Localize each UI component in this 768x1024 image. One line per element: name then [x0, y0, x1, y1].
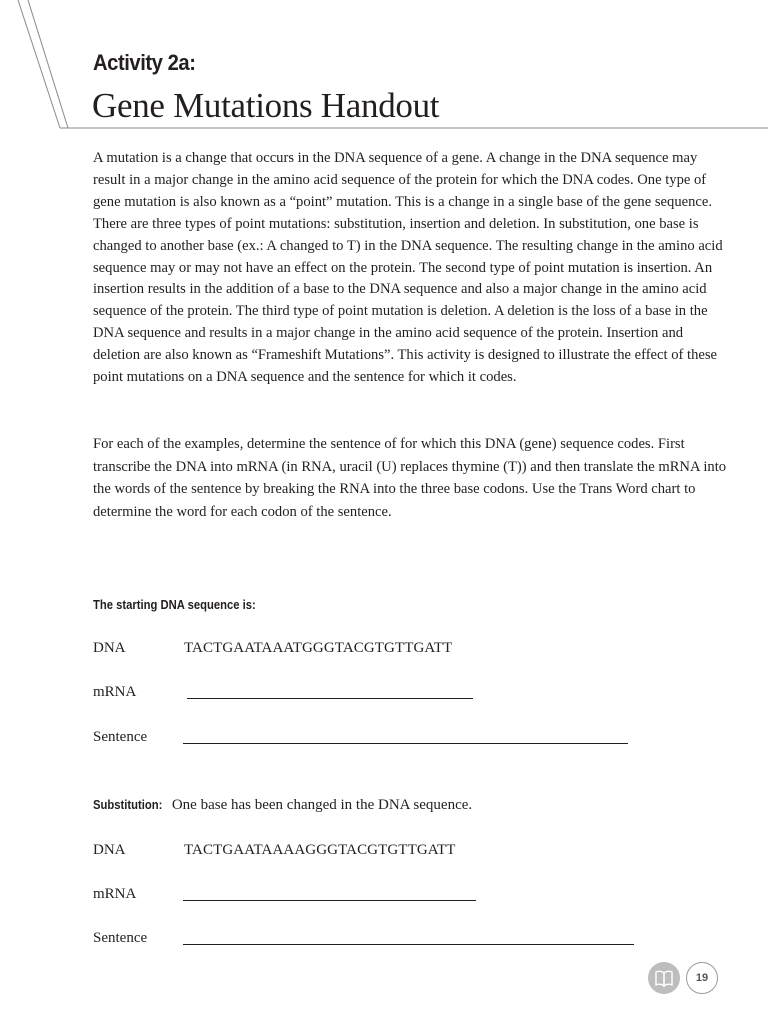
dna-sequence: TACTGAATAAATGGGTACGTGTTGATT — [184, 640, 453, 656]
mrna-label: mRNA — [93, 684, 137, 700]
starting-mrna-answer-line[interactable] — [187, 698, 473, 699]
intro-paragraph: A mutation is a change that occurs in the DNA sequence of a gene. A change in the DNA sequence may result in a major change in the amino acid sequence of the protein for which the DNA codes. One type of gene mutation is also known as a “point” mutation. This is a change in a single base of the gene sequence. There are three types of point mutations: substitution, insertion and deletion. In substitution, one base is changed to another base (ex.: A changed to T) in the DNA sequence. The resulting change in the amino acid sequence may or may not have an effect on the protein. The second type of point mutation is insertion. An insertion results in the addition of a base to the DNA sequence and also a major change in the amino acid sequence of the protein. The third type of point mutation is deletion. A deletion is the loss of a base in the DNA sequence and results in a major change in the amino acid sequence of the protein. Insertion and deletion are also known as “Frameshift Mutations”. This activity is designed to illustrate the effect of these point mutations on a DNA sequence and the sentence for which it codes. — [93, 150, 723, 386]
dna-label: DNA — [93, 640, 126, 656]
dna-sequence: TACTGAATAAAAGGGTACGTGTTGATT — [184, 842, 456, 858]
page-title: Gene Mutations Handout — [92, 86, 440, 125]
page-number: 19 — [686, 962, 718, 994]
book-icon — [648, 962, 680, 994]
substitution-mrna-answer-line[interactable] — [183, 900, 476, 901]
starting-sequence-heading: The starting DNA sequence is: — [93, 598, 256, 612]
substitution-heading: Substitution: — [93, 798, 163, 812]
substitution-heading-line — [93, 797, 472, 814]
dna-label: DNA — [93, 842, 126, 858]
mrna-label: mRNA — [93, 886, 137, 902]
sentence-label: Sentence — [93, 729, 148, 745]
substitution-sentence-answer-line[interactable] — [183, 944, 634, 945]
activity-label: Activity 2a: — [93, 50, 196, 75]
sentence-label: Sentence — [93, 930, 148, 946]
instructions-paragraph: For each of the examples, determine the sentence of for which this DNA (gene) sequence codes. First transcribe the DNA into mRNA (in RNA, uracil (U) replaces thymine (T)) and then translate the mRNA into the words of the sentence by breaking the RNA into the three base codons. Use the Trans Word chart to determine the word for each codon of the sentence. — [93, 436, 727, 520]
starting-sentence-answer-line[interactable] — [183, 743, 628, 744]
substitution-description: One base has been changed in the DNA sequence. — [168, 797, 473, 813]
